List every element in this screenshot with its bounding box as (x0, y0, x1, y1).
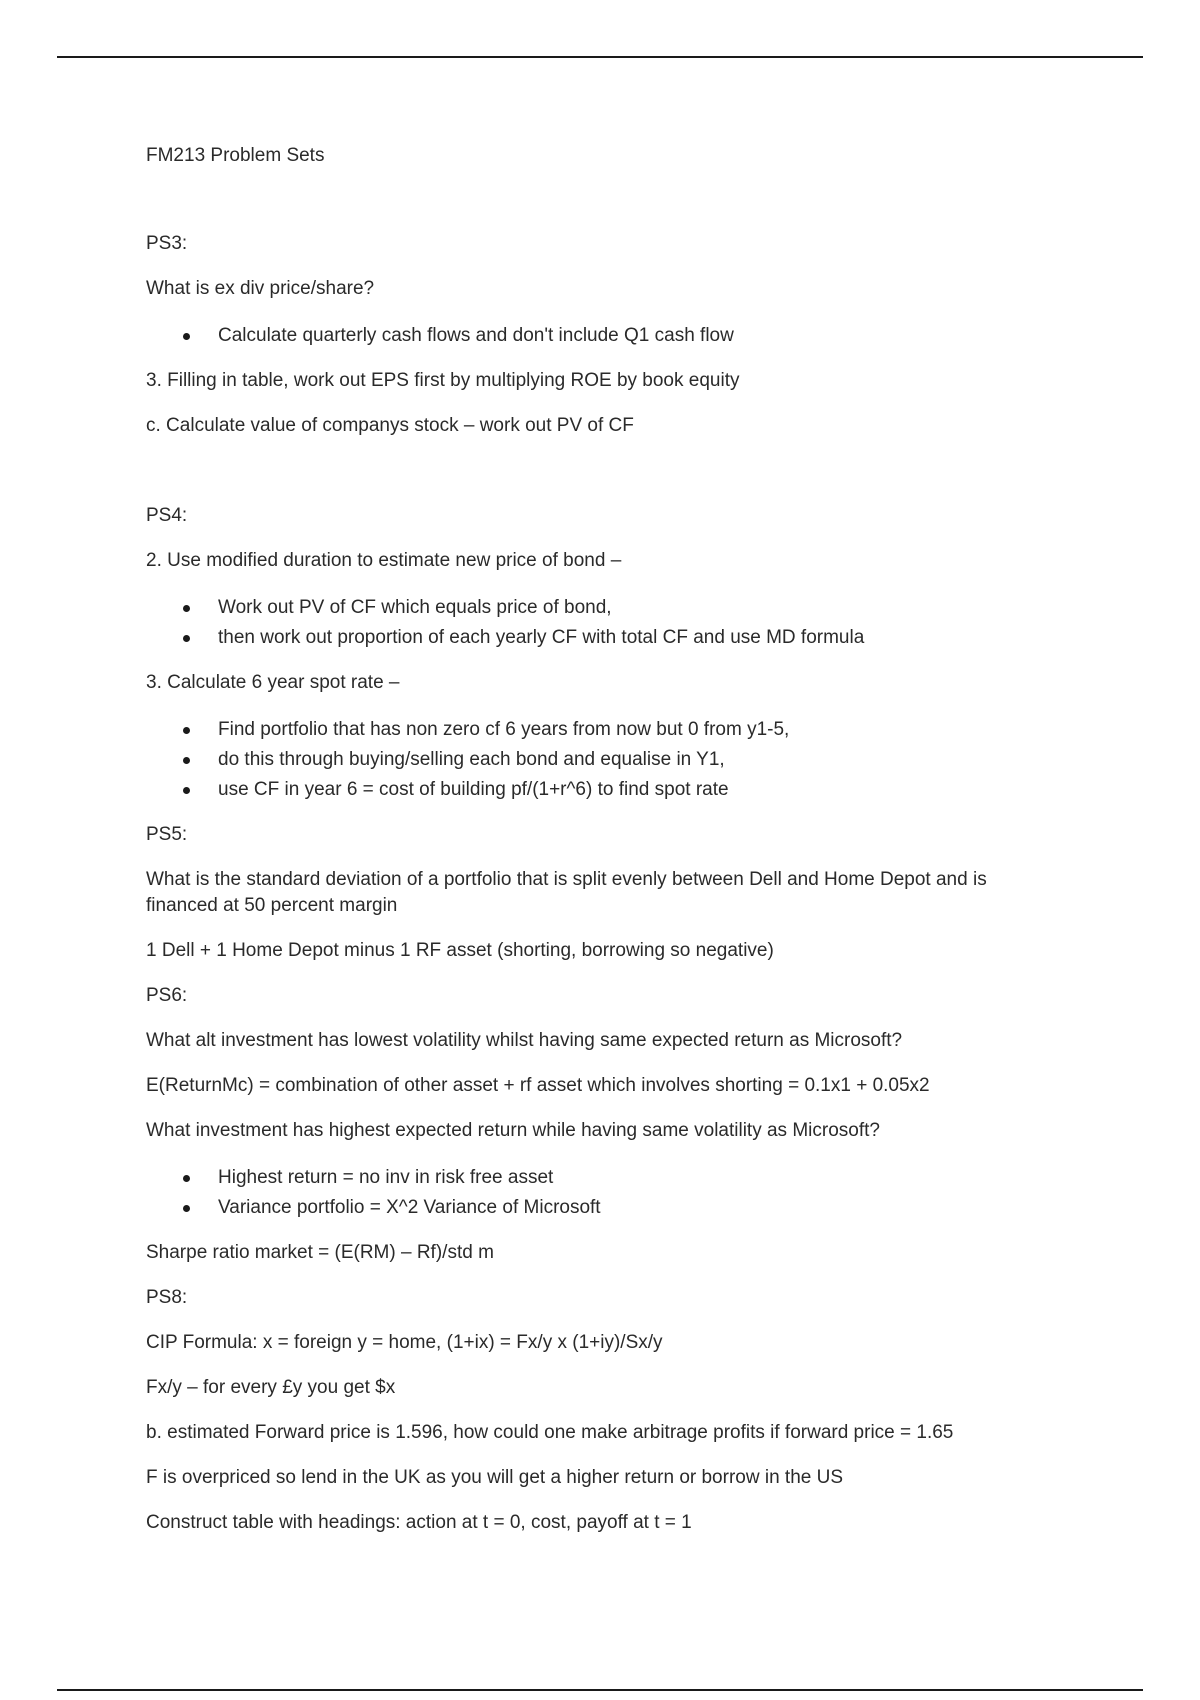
ps8-heading: PS8: (146, 1287, 188, 1308)
footer-rule (57, 1689, 1143, 1691)
ps4-q2-bullets (146, 593, 1066, 653)
list-item: use CF in year 6 = cost of building pf/(1+r^6) to find spot rate (146, 775, 1066, 805)
list-item: do this through buying/selling each bond and equalise in Y1, (146, 745, 1066, 775)
bullet-icon (183, 635, 190, 642)
ps6-question-2: What investment has highest expected return while having same volatility as Microsoft? (146, 1120, 880, 1141)
ps6-answer-1: E(ReturnMc) = combination of other asset + rf asset which involves shorting = 0.1x1 + 0.05x2 (146, 1075, 930, 1096)
ps4-question-3: 3. Calculate 6 year spot rate – (146, 672, 400, 693)
ps6-question-1: What alt investment has lowest volatility whilst having same expected return as Microsoft? (146, 1030, 903, 1051)
list-item: Highest return = no inv in risk free asset (146, 1163, 1066, 1193)
bullet-icon (183, 605, 190, 612)
ps5-question-line-2: financed at 50 percent margin (146, 895, 398, 916)
bullet-icon (183, 333, 190, 340)
ps5-question-line-1: What is the standard deviation of a portfolio that is split evenly between Dell and Home Depot and is (146, 869, 987, 890)
ps8-table-instruction: Construct table with headings: action at t = 0, cost, payoff at t = 1 (146, 1512, 692, 1533)
ps8-question-b: b. estimated Forward price is 1.596, how could one make arbitrage profits if forward price = 1.65 (146, 1422, 954, 1443)
list-item: Find portfolio that has non zero cf 6 years from now but 0 from y1-5, (146, 715, 1066, 745)
list-item: Variance portfolio = X^2 Variance of Microsoft (146, 1193, 1066, 1223)
ps8-fxy-definition: Fx/y – for every £y you get $x (146, 1377, 396, 1398)
ps3-question-1: What is ex div price/share? (146, 278, 375, 299)
ps6-q2-bullets (146, 1163, 1066, 1223)
ps6-sharpe-ratio: Sharpe ratio market = (E(RM) – Rf)/std m (146, 1242, 494, 1263)
list-item: Work out PV of CF which equals price of bond, (146, 593, 1066, 623)
ps8-cip-formula: CIP Formula: x = foreign y = home, (1+ix) = Fx/y x (1+iy)/Sx/y (146, 1332, 663, 1353)
bullet-icon (183, 1205, 190, 1212)
ps4-heading: PS4: (146, 505, 188, 526)
document-body (146, 143, 1066, 1555)
list-item: Calculate quarterly cash flows and don't include Q1 cash flow (146, 321, 1066, 351)
ps6-heading: PS6: (146, 985, 188, 1006)
list-item: then work out proportion of each yearly CF with total CF and use MD formula (146, 623, 1066, 653)
document-title: FM213 Problem Sets (146, 145, 325, 166)
ps5-heading: PS5: (146, 824, 188, 845)
ps4-question-2: 2. Use modified duration to estimate new price of bond – (146, 550, 622, 571)
ps3-question-c: c. Calculate value of companys stock – work out PV of CF (146, 415, 634, 436)
ps3-question-3: 3. Filling in table, work out EPS first by multiplying ROE by book equity (146, 370, 740, 391)
ps8-answer: F is overpriced so lend in the UK as you will get a higher return or borrow in the US (146, 1467, 843, 1488)
ps5-answer: 1 Dell + 1 Home Depot minus 1 RF asset (shorting, borrowing so negative) (146, 940, 774, 961)
ps4-q3-bullets (146, 715, 1066, 805)
bullet-icon (183, 757, 190, 764)
bullet-icon (183, 1175, 190, 1182)
ps3-q1-bullets (146, 321, 1066, 351)
bullet-icon (183, 727, 190, 734)
ps3-heading: PS3: (146, 233, 188, 254)
header-rule (57, 56, 1143, 58)
bullet-icon (183, 787, 190, 794)
